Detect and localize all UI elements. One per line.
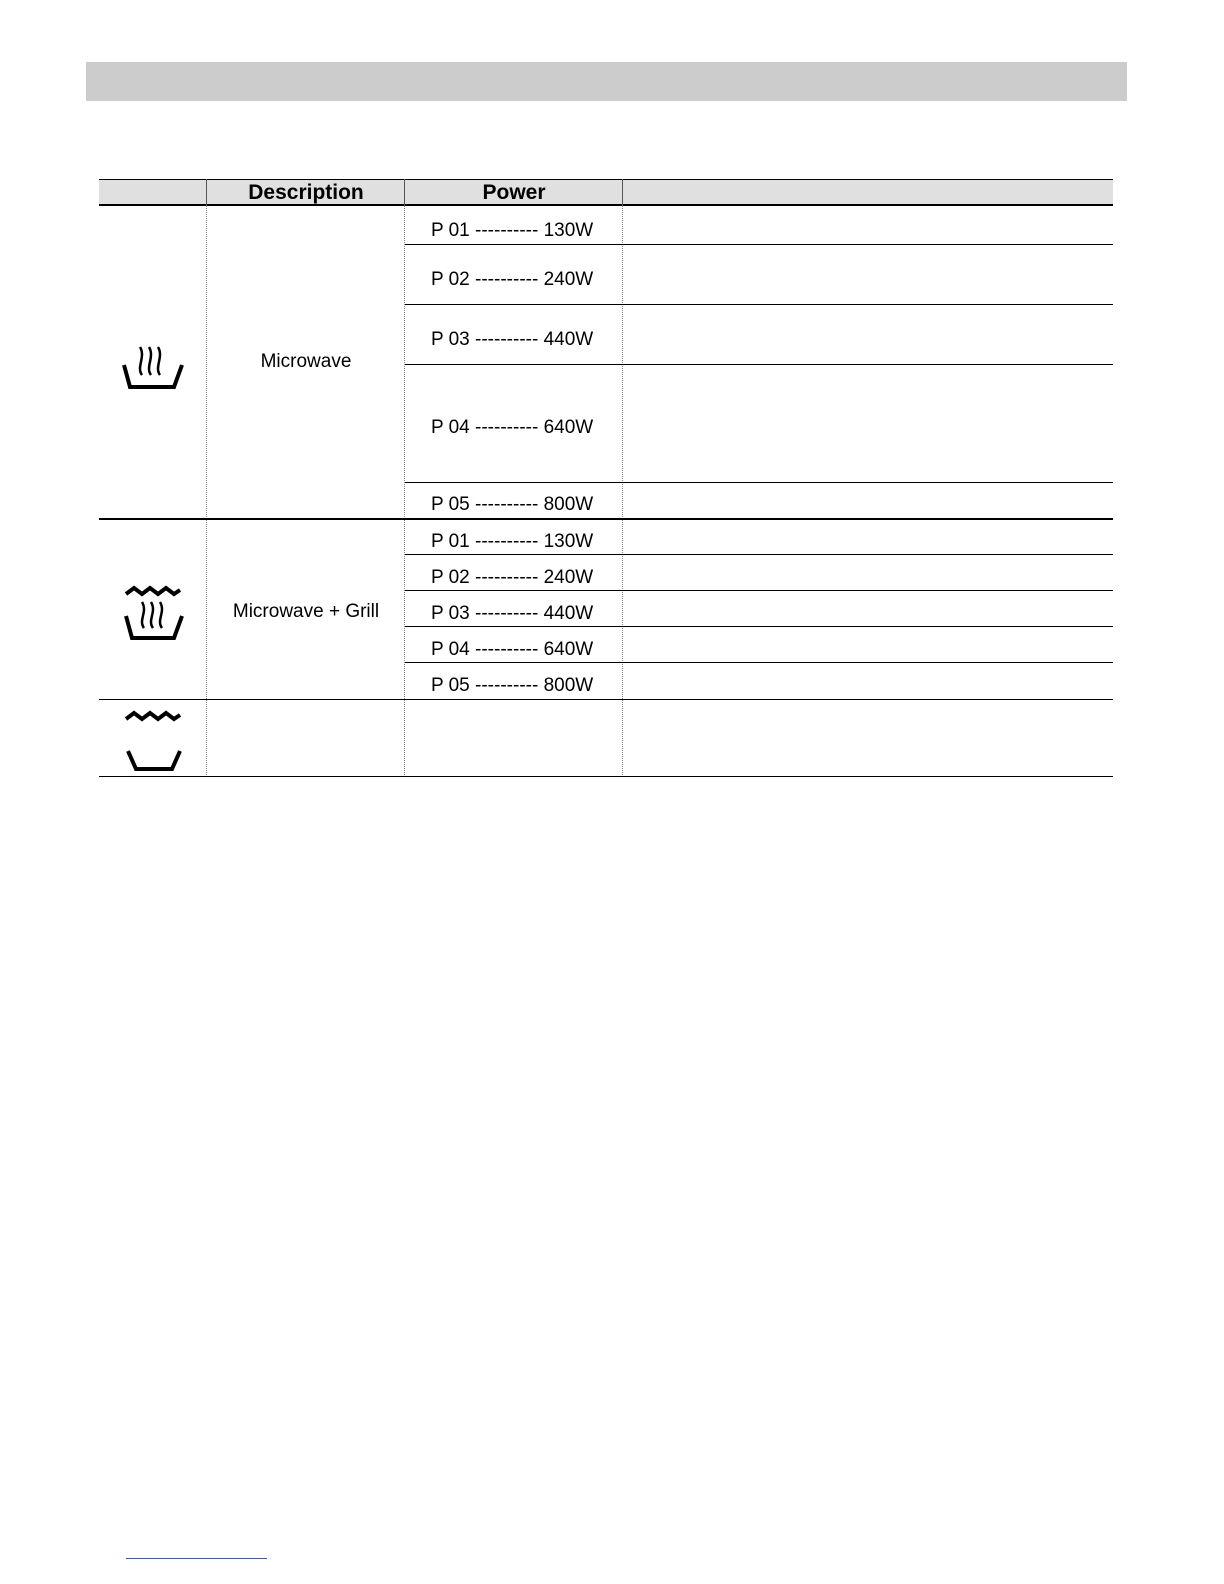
power-dashes: ---------- xyxy=(475,329,539,350)
power-dashes: ---------- xyxy=(475,494,539,515)
power-level xyxy=(431,531,631,553)
row-divider xyxy=(405,482,1113,483)
header-separator xyxy=(404,179,405,206)
row-divider xyxy=(405,626,1113,627)
row-divider xyxy=(405,590,1113,591)
power-watts: 240W xyxy=(543,567,594,588)
power-watts: 440W xyxy=(543,329,594,350)
power-level xyxy=(431,269,631,291)
power-watts: 640W xyxy=(543,417,594,438)
power-level xyxy=(431,567,631,589)
power-code: P 05 xyxy=(431,494,470,515)
power-dashes: ---------- xyxy=(475,220,539,241)
power-watts: 800W xyxy=(543,494,594,515)
power-dashes: ---------- xyxy=(475,639,539,660)
power-code: P 01 xyxy=(431,220,470,241)
power-level xyxy=(431,329,631,351)
power-dashes: ---------- xyxy=(475,567,539,588)
power-code: P 03 xyxy=(431,329,470,350)
power-watts: 800W xyxy=(543,675,594,696)
power-watts: 640W xyxy=(543,639,594,660)
power-level xyxy=(431,220,631,242)
power-watts: 440W xyxy=(543,603,594,624)
table-header xyxy=(99,179,1113,206)
power-code: P 02 xyxy=(431,567,470,588)
power-dashes: ---------- xyxy=(475,603,539,624)
grill-icon xyxy=(122,709,184,778)
header-separator xyxy=(206,179,207,206)
column-separator xyxy=(206,206,207,777)
microwave-grill-icon xyxy=(122,584,184,647)
row-divider xyxy=(405,304,1113,305)
header-description: Description xyxy=(248,181,364,204)
power-dashes: ---------- xyxy=(475,417,539,438)
power-dashes: ---------- xyxy=(475,531,539,552)
row-divider xyxy=(405,662,1113,663)
header-separator xyxy=(622,179,623,206)
power-level xyxy=(431,494,631,516)
microwave-icon xyxy=(122,343,184,396)
power-level xyxy=(431,639,631,661)
power-code: P 03 xyxy=(431,603,470,624)
power-code: P 04 xyxy=(431,417,470,438)
section-title-bar xyxy=(86,62,1127,101)
group-description: Microwave xyxy=(260,351,352,372)
power-watts: 130W xyxy=(543,531,594,552)
power-dashes: ---------- xyxy=(475,269,539,290)
group-description: Microwave + Grill xyxy=(232,601,380,622)
row-divider xyxy=(405,554,1113,555)
footer-link-line xyxy=(126,1558,267,1559)
power-code: P 01 xyxy=(431,531,470,552)
power-code: P 05 xyxy=(431,675,470,696)
power-code: P 04 xyxy=(431,639,470,660)
power-level xyxy=(431,417,631,439)
power-watts: 240W xyxy=(543,269,594,290)
power-code: P 02 xyxy=(431,269,470,290)
row-divider xyxy=(405,364,1113,365)
power-levels-table xyxy=(99,179,1113,778)
power-watts: 130W xyxy=(543,220,594,241)
power-level xyxy=(431,675,631,697)
group-divider xyxy=(99,699,1113,700)
power-dashes: ---------- xyxy=(475,675,539,696)
table-bottom-border xyxy=(99,776,1113,777)
group-divider xyxy=(99,518,1113,520)
row-divider xyxy=(405,244,1113,245)
power-level xyxy=(431,603,631,625)
column-separator xyxy=(404,206,405,777)
header-power: Power xyxy=(482,181,546,204)
